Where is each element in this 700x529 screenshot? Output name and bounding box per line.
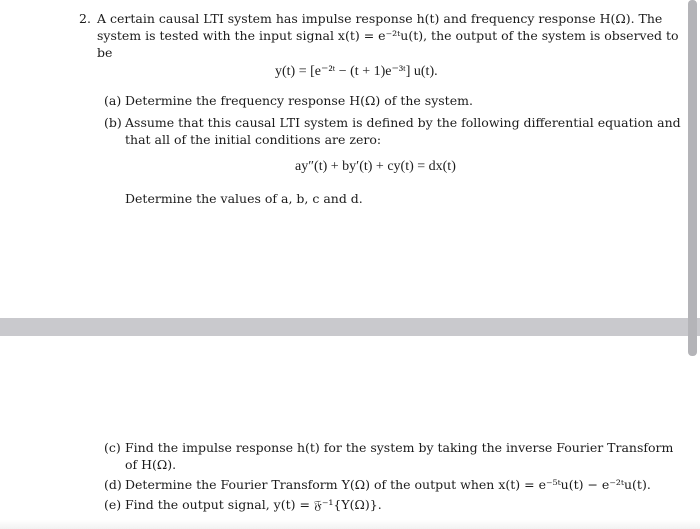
problem-number: 2.: [79, 11, 91, 26]
output-equation: y(t) = [e⁻²ᵗ − (t + 1)e⁻³ᵗ] u(t).: [275, 64, 438, 79]
part-c-label: (c): [104, 440, 121, 455]
part-b-text-line-1: Assume that this causal LTI system is defined by the following differential equation and: [125, 115, 681, 130]
page-divider: [0, 318, 700, 336]
part-c-text-line-1: Find the impulse response h(t) for the system by taking the inverse Fourier Transform: [125, 440, 674, 455]
problem-intro-line-2: system is tested with the input signal x(t) = e⁻²ᵗu(t), the output of the system is observed to: [97, 28, 679, 43]
problem-intro-line-3: be: [97, 45, 113, 60]
page-bottom-edge: [0, 520, 700, 529]
part-e-label: (e): [104, 497, 122, 512]
part-b-text-line-2: that all of the initial conditions are zero:: [125, 132, 382, 147]
part-d-label: (d): [104, 477, 122, 492]
part-c-text-line-2: of H(Ω).: [125, 457, 177, 472]
part-a-text: Determine the frequency response H(Ω) of the system.: [125, 93, 473, 108]
part-d-text: Determine the Fourier Transform Y(Ω) of the output when x(t) = e⁻⁵ᵗu(t) − e⁻²ᵗu(t).: [125, 477, 651, 492]
part-e-text: Find the output signal, y(t) = 𝔉⁻¹{Y(Ω)}.: [125, 497, 382, 512]
scrollbar-thumb[interactable]: [688, 0, 697, 356]
problem-intro-line-1: A certain causal LTI system has impulse response h(t) and frequency response H(Ω). The: [97, 11, 663, 26]
differential-equation: ay″(t) + by′(t) + cy(t) = dx(t): [295, 159, 456, 174]
part-a-label: (a): [104, 93, 122, 108]
part-b-followup: Determine the values of a, b, c and d.: [125, 191, 363, 206]
part-b-label: (b): [104, 115, 122, 130]
